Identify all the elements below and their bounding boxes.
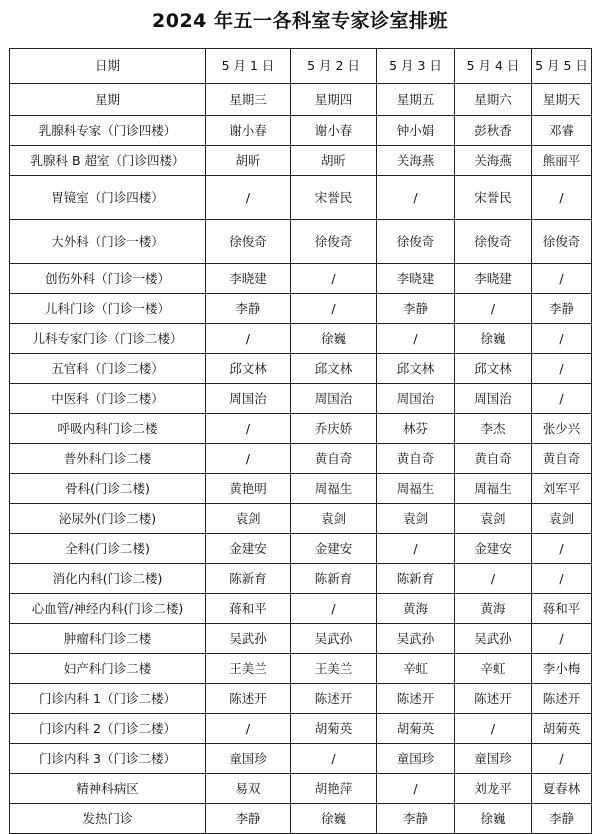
- doctor-cell: 徐俊奇: [291, 220, 377, 264]
- doctor-cell: /: [206, 176, 291, 220]
- doctor-cell: 童国珍: [206, 744, 291, 774]
- table-row: [10, 804, 592, 834]
- department-name: 妇产科门诊二楼: [10, 654, 206, 684]
- department-name: 呼吸内科门诊二楼: [10, 414, 206, 444]
- doctor-cell: 胡昕: [206, 146, 291, 176]
- department-name: 普外科门诊二楼: [10, 444, 206, 474]
- weekday-cell: 星期三: [206, 84, 291, 116]
- doctor-cell: /: [206, 444, 291, 474]
- doctor-cell: /: [377, 774, 455, 804]
- date-header-row: [10, 49, 592, 84]
- doctor-cell: 王美兰: [206, 654, 291, 684]
- doctor-cell: 胡菊英: [532, 714, 592, 744]
- doctor-cell: 袁剑: [377, 504, 455, 534]
- doctor-cell: 胡艳萍: [291, 774, 377, 804]
- table-row: [10, 176, 592, 220]
- doctor-cell: 刘军平: [532, 474, 592, 504]
- doctor-cell: 吴武孙: [206, 624, 291, 654]
- table-row: [10, 624, 592, 654]
- doctor-cell: 周国治: [206, 384, 291, 414]
- doctor-cell: 刘龙平: [455, 774, 532, 804]
- table-row: [10, 324, 592, 354]
- doctor-cell: 袁剑: [455, 504, 532, 534]
- weekday-cell: 星期四: [291, 84, 377, 116]
- department-name: 心血管/神经内科(门诊二楼): [10, 594, 206, 624]
- doctor-cell: 吴武孙: [291, 624, 377, 654]
- doctor-cell: 陈新育: [206, 564, 291, 594]
- doctor-cell: 袁剑: [206, 504, 291, 534]
- doctor-cell: 徐俊奇: [377, 220, 455, 264]
- department-name: 创伤外科（门诊一楼）: [10, 264, 206, 294]
- department-name: 儿科专家门诊（门诊二楼）: [10, 324, 206, 354]
- doctor-cell: 蒋和平: [532, 594, 592, 624]
- doctor-cell: 黄海: [455, 594, 532, 624]
- doctor-cell: 吴武孙: [377, 624, 455, 654]
- doctor-cell: /: [532, 534, 592, 564]
- doctor-cell: 林芬: [377, 414, 455, 444]
- doctor-cell: 宋誉民: [455, 176, 532, 220]
- doctor-cell: /: [291, 594, 377, 624]
- doctor-cell: /: [532, 324, 592, 354]
- table-row: [10, 474, 592, 504]
- doctor-cell: 邱文林: [291, 354, 377, 384]
- weekday-cell: 星期天: [532, 84, 592, 116]
- doctor-cell: /: [455, 714, 532, 744]
- doctor-cell: 陈述开: [455, 684, 532, 714]
- doctor-cell: 陈述开: [291, 684, 377, 714]
- date-header-cell: 5 月 5 日: [532, 49, 592, 84]
- doctor-cell: 陈述开: [377, 684, 455, 714]
- department-name: 精神科病区: [10, 774, 206, 804]
- table-row: [10, 354, 592, 384]
- doctor-cell: 周福生: [455, 474, 532, 504]
- department-name: 五官科（门诊二楼）: [10, 354, 206, 384]
- doctor-cell: /: [291, 264, 377, 294]
- doctor-cell: 徐俊奇: [455, 220, 532, 264]
- doctor-cell: /: [377, 324, 455, 354]
- department-name: 门诊内科 1（门诊二楼）: [10, 684, 206, 714]
- doctor-cell: 易双: [206, 774, 291, 804]
- doctor-cell: /: [455, 294, 532, 324]
- doctor-cell: 钟小娟: [377, 116, 455, 146]
- doctor-cell: 童国珍: [455, 744, 532, 774]
- doctor-cell: 周国治: [455, 384, 532, 414]
- doctor-cell: 周国治: [291, 384, 377, 414]
- doctor-cell: 周国治: [377, 384, 455, 414]
- doctor-cell: /: [532, 384, 592, 414]
- page-title: 2024 年五一各科室专家诊室排班: [152, 10, 448, 32]
- weekday-cell: 星期五: [377, 84, 455, 116]
- doctor-cell: /: [377, 176, 455, 220]
- table-row: [10, 744, 592, 774]
- date-header-label: 日期: [10, 49, 206, 84]
- doctor-cell: 胡菊英: [291, 714, 377, 744]
- doctor-cell: 黄海: [377, 594, 455, 624]
- table-row: [10, 444, 592, 474]
- doctor-cell: 谢小春: [291, 116, 377, 146]
- department-name: 门诊内科 3（门诊二楼）: [10, 744, 206, 774]
- table-row: [10, 220, 592, 264]
- table-row: [10, 564, 592, 594]
- table-row: [10, 534, 592, 564]
- doctor-cell: 金建安: [206, 534, 291, 564]
- doctor-cell: 李晓建: [377, 264, 455, 294]
- doctor-cell: 黄自奇: [377, 444, 455, 474]
- doctor-cell: 陈述开: [532, 684, 592, 714]
- table-row: [10, 774, 592, 804]
- doctor-cell: 关海燕: [377, 146, 455, 176]
- doctor-cell: 周福生: [291, 474, 377, 504]
- doctor-cell: 王美兰: [291, 654, 377, 684]
- doctor-cell: 黄自奇: [291, 444, 377, 474]
- doctor-cell: /: [532, 564, 592, 594]
- department-name: 中医科（门诊二楼）: [10, 384, 206, 414]
- doctor-cell: /: [206, 414, 291, 444]
- doctor-cell: /: [532, 176, 592, 220]
- table-row: [10, 414, 592, 444]
- doctor-cell: 袁剑: [291, 504, 377, 534]
- doctor-cell: 黄自奇: [532, 444, 592, 474]
- doctor-cell: 邱文林: [377, 354, 455, 384]
- weekday-row: [10, 84, 592, 116]
- doctor-cell: 辛虹: [455, 654, 532, 684]
- table-row: [10, 714, 592, 744]
- schedule-table: [9, 48, 592, 834]
- doctor-cell: 李静: [377, 804, 455, 834]
- doctor-cell: 辛虹: [377, 654, 455, 684]
- department-name: 儿科门诊（门诊一楼）: [10, 294, 206, 324]
- doctor-cell: 周福生: [377, 474, 455, 504]
- doctor-cell: 胡菊英: [377, 714, 455, 744]
- department-name: 乳腺科 B 超室（门诊四楼）: [10, 146, 206, 176]
- doctor-cell: /: [291, 294, 377, 324]
- doctor-cell: 袁剑: [532, 504, 592, 534]
- doctor-cell: 李杰: [455, 414, 532, 444]
- doctor-cell: 童国珍: [377, 744, 455, 774]
- doctor-cell: 李小梅: [532, 654, 592, 684]
- doctor-cell: 李静: [377, 294, 455, 324]
- doctor-cell: 陈新育: [377, 564, 455, 594]
- weekday-label: 星期: [10, 84, 206, 116]
- department-name: 大外科（门诊一楼）: [10, 220, 206, 264]
- department-name: 消化内科(门诊二楼): [10, 564, 206, 594]
- date-header-cell: 5 月 4 日: [455, 49, 532, 84]
- table-row: [10, 294, 592, 324]
- doctor-cell: /: [291, 744, 377, 774]
- doctor-cell: 熊丽平: [532, 146, 592, 176]
- date-header-cell: 5 月 2 日: [291, 49, 377, 84]
- department-name: 胃镜室（门诊四楼）: [10, 176, 206, 220]
- doctor-cell: /: [532, 264, 592, 294]
- department-name: 全科(门诊二楼): [10, 534, 206, 564]
- doctor-cell: /: [377, 534, 455, 564]
- table-row: [10, 654, 592, 684]
- table-row: [10, 264, 592, 294]
- table-row: [10, 504, 592, 534]
- doctor-cell: 夏春林: [532, 774, 592, 804]
- doctor-cell: 李静: [206, 804, 291, 834]
- doctor-cell: 黄自奇: [455, 444, 532, 474]
- weekday-cell: 星期六: [455, 84, 532, 116]
- department-name: 乳腺科专家（门诊四楼）: [10, 116, 206, 146]
- table-row: [10, 146, 592, 176]
- doctor-cell: 乔庆娇: [291, 414, 377, 444]
- doctor-cell: 胡昕: [291, 146, 377, 176]
- doctor-cell: 彭秋香: [455, 116, 532, 146]
- doctor-cell: 陈新育: [291, 564, 377, 594]
- doctor-cell: 陈述开: [206, 684, 291, 714]
- doctor-cell: /: [206, 324, 291, 354]
- table-row: [10, 684, 592, 714]
- doctor-cell: 李晓建: [206, 264, 291, 294]
- doctor-cell: /: [532, 624, 592, 654]
- date-header-cell: 5 月 1 日: [206, 49, 291, 84]
- table-row: [10, 594, 592, 624]
- department-name: 骨科(门诊二楼): [10, 474, 206, 504]
- department-name: 泌尿外(门诊二楼): [10, 504, 206, 534]
- doctor-cell: 谢小春: [206, 116, 291, 146]
- table-row: [10, 384, 592, 414]
- doctor-cell: 徐巍: [455, 804, 532, 834]
- doctor-cell: 张少兴: [532, 414, 592, 444]
- doctor-cell: 李静: [532, 294, 592, 324]
- doctor-cell: 金建安: [455, 534, 532, 564]
- doctor-cell: 宋誉民: [291, 176, 377, 220]
- doctor-cell: 徐俊奇: [532, 220, 592, 264]
- doctor-cell: 徐巍: [291, 804, 377, 834]
- table-row: [10, 116, 592, 146]
- doctor-cell: 李晓建: [455, 264, 532, 294]
- doctor-cell: 徐俊奇: [206, 220, 291, 264]
- doctor-cell: 徐巍: [455, 324, 532, 354]
- doctor-cell: 邱文林: [206, 354, 291, 384]
- doctor-cell: 蒋和平: [206, 594, 291, 624]
- doctor-cell: 关海燕: [455, 146, 532, 176]
- doctor-cell: 吴武孙: [455, 624, 532, 654]
- doctor-cell: 徐巍: [291, 324, 377, 354]
- doctor-cell: /: [532, 744, 592, 774]
- doctor-cell: 金建安: [291, 534, 377, 564]
- doctor-cell: 李静: [532, 804, 592, 834]
- doctor-cell: 邓睿: [532, 116, 592, 146]
- department-name: 门诊内科 2（门诊二楼）: [10, 714, 206, 744]
- doctor-cell: /: [206, 714, 291, 744]
- department-name: 肿瘤科门诊二楼: [10, 624, 206, 654]
- doctor-cell: /: [455, 564, 532, 594]
- doctor-cell: /: [532, 354, 592, 384]
- doctor-cell: 邱文林: [455, 354, 532, 384]
- date-header-cell: 5 月 3 日: [377, 49, 455, 84]
- department-name: 发热门诊: [10, 804, 206, 834]
- doctor-cell: 黄艳明: [206, 474, 291, 504]
- doctor-cell: 李静: [206, 294, 291, 324]
